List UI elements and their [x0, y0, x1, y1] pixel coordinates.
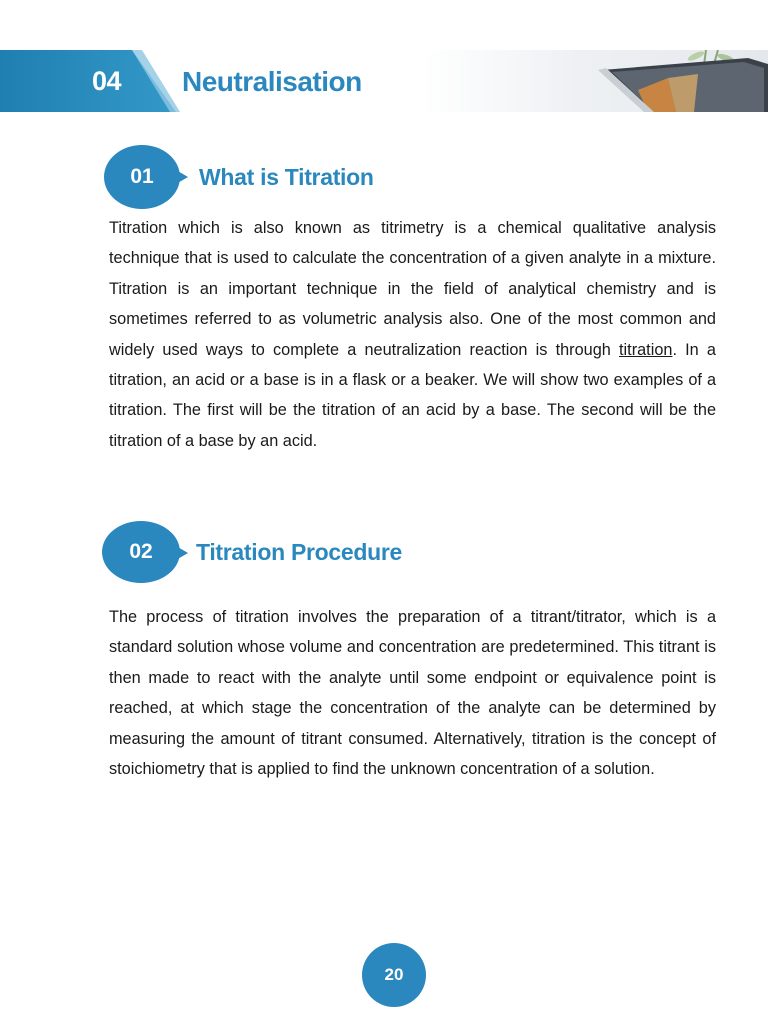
section-heading-titration-procedure — [104, 521, 664, 585]
section-title: Titration Procedure — [196, 539, 403, 565]
chapter-tab — [0, 50, 176, 112]
chapter-header — [0, 50, 768, 112]
arrow-right-icon — [176, 546, 188, 560]
paragraph-text: . In a titration, an acid or a base is in a flask or a beaker. We will show two examples of a titration. The first will be the titration of an acid by a base. The second will be the titration of a base by an acid. — [109, 340, 716, 450]
paragraph-text: Titration which is also known as titrimetry is a chemical qualitative analysis technique that is used to calculate the concentration of a given analyte in a mixture. Titration is an important technique in the field of analytical chemistry and is sometimes referred to as volumetric analysis also. One of the most common and widely used ways to complete a neutralization reaction is through — [109, 219, 716, 359]
chapter-number: 04 — [92, 66, 122, 96]
chapter-title: Neutralisation — [182, 66, 362, 97]
section-paragraph: The process of titration involves the preparation of a titrant/titrator, which is a standard solution whose volume and concentration are predetermined. This titrant is then made to react with the analyte until some endpoint or equivalence point is reached, at which stage the concentration of the analyte can be determined by measuring the amount of titrant consumed. Alternatively, titration is the concept of stoichiometry that is applied to find the unknown concentration of a solution. — [109, 608, 716, 779]
arrow-right-icon — [176, 170, 188, 184]
titration-link[interactable]: titration — [619, 340, 673, 359]
section-heading-what-is-titration — [104, 145, 664, 209]
page-number-badge: 20 — [362, 943, 426, 1007]
laptop-plant-photo — [598, 50, 768, 112]
section-number-badge: 01 — [104, 145, 180, 209]
section-title: What is Titration — [199, 164, 374, 190]
section-number-badge: 02 — [102, 521, 180, 583]
section-paragraph — [109, 213, 716, 456]
